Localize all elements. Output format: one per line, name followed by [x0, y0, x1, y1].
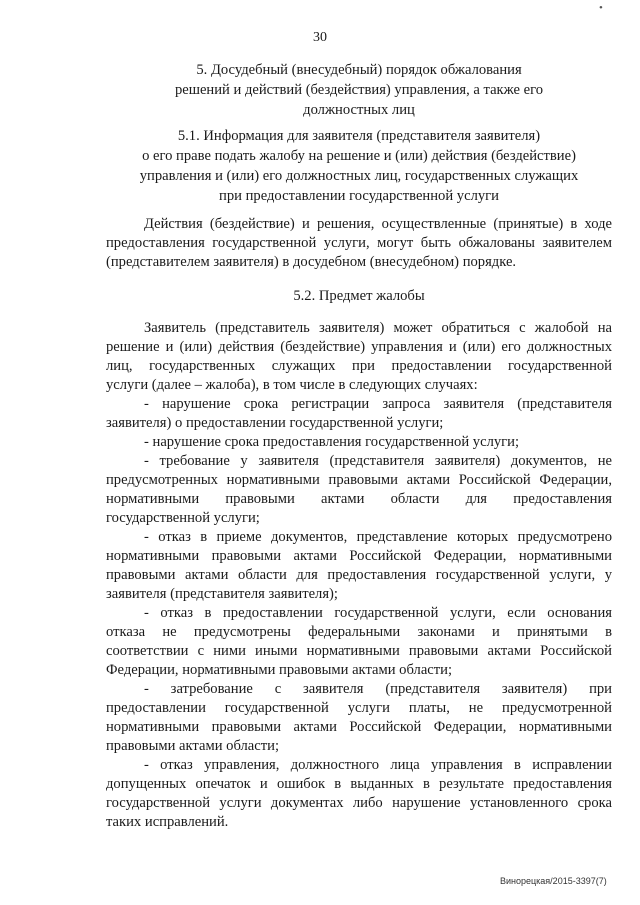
body-line: Федерации, нормативными правовыми актами области; [106, 662, 453, 678]
body-line: отказа не предусмотрены федеральными законами и принятыми в [106, 624, 612, 640]
heading-line: о его праве подать жалобу на решение и (или) действия (бездействие) [142, 148, 576, 164]
body-line: - затребование с заявителя (представителя заявителя) при [144, 681, 612, 697]
section-5-1-heading [106, 126, 612, 206]
body-line: нормативными правовыми актами Российской Федерации, нормативными [106, 548, 612, 564]
body-line: соответствии с ними иными нормативными правовыми актами Российской [106, 643, 612, 659]
page-number: 30 [313, 30, 327, 45]
heading-line: 5.1. Информация для заявителя (представителя заявителя) [177, 128, 541, 144]
document-code: Винорецкая/2015-3397(7) [500, 876, 607, 886]
body-line: заявителя (представителя заявителя); [106, 586, 338, 602]
body-line: услуги (далее – жалоба), в том числе в следующих случаях: [106, 377, 478, 393]
paragraph-line: Действия (бездействие) и решения, осуществленные (принятые) в ходе [144, 216, 612, 232]
heading-line: решений и действий (бездействия) управления, а также его [174, 82, 544, 98]
section-5-2-body [106, 319, 612, 832]
body-line: - требование у заявителя (представителя заявителя) документов, не [144, 453, 612, 469]
body-line: нормативными правовыми актами Российской Федерации, нормативными [106, 719, 612, 735]
body-line: государственной услуги документах либо нарушение установленного срока [106, 795, 612, 811]
body-line: заявителя) о предоставлении государственной услуги; [106, 415, 444, 431]
heading-line: 5.2. Предмет жалобы [293, 288, 425, 304]
heading-line: должностных лиц [303, 102, 415, 118]
paragraph-line: предоставления государственной услуги, могут быть обжалованы заявителем [106, 235, 612, 251]
paragraph-line: (представителем заявителя) в досудебном (внесудебном) порядке. [106, 254, 517, 270]
body-line: предоставлении государственной услуги платы, не предусмотренной [106, 700, 612, 716]
body-line: нормативными правовыми актами области для предоставления [106, 491, 612, 507]
body-line: правовыми актами области для предоставления государственной услуги, у [106, 567, 612, 583]
body-line: - отказ в приеме документов, представление которых предусмотрено [144, 529, 612, 545]
section-5-heading [106, 60, 612, 120]
body-line: Заявитель (представитель заявителя) может обратиться с жалобой на [144, 320, 612, 336]
body-line: - отказ в предоставлении государственной услуги, если основания [144, 605, 612, 621]
body-line: - отказ управления, должностного лица управления в исправлении [144, 757, 612, 773]
body-line: государственной услуги; [106, 510, 260, 526]
body-line: лиц, государственных служащих при предоставлении государственной [106, 358, 612, 374]
heading-line: управления и (или) его должностных лиц, государственных служащих [139, 168, 579, 184]
heading-line: при предоставлении государственной услуги [219, 188, 499, 204]
body-line: предусмотренных нормативными правовыми актами Российской Федерации, [106, 472, 612, 488]
body-line: таких исправлений. [106, 814, 229, 830]
body-line: правовыми актами области; [106, 738, 280, 754]
body-line: - нарушение срока предоставления государственной услуги; [144, 434, 520, 450]
section-5-1-paragraph [106, 215, 612, 272]
body-line: - нарушение срока регистрации запроса заявителя (представителя [144, 396, 612, 412]
body-line: решение и (или) действия (бездействие) управления и (или) его должностных [106, 339, 612, 355]
heading-line: 5. Досудебный (внесудебный) порядок обжалования [196, 62, 522, 78]
corner-mark: • [599, 2, 603, 14]
body-line: допущенных опечаток и ошибок в выданных в результате предоставления [106, 776, 612, 792]
section-5-2-heading [106, 286, 612, 306]
